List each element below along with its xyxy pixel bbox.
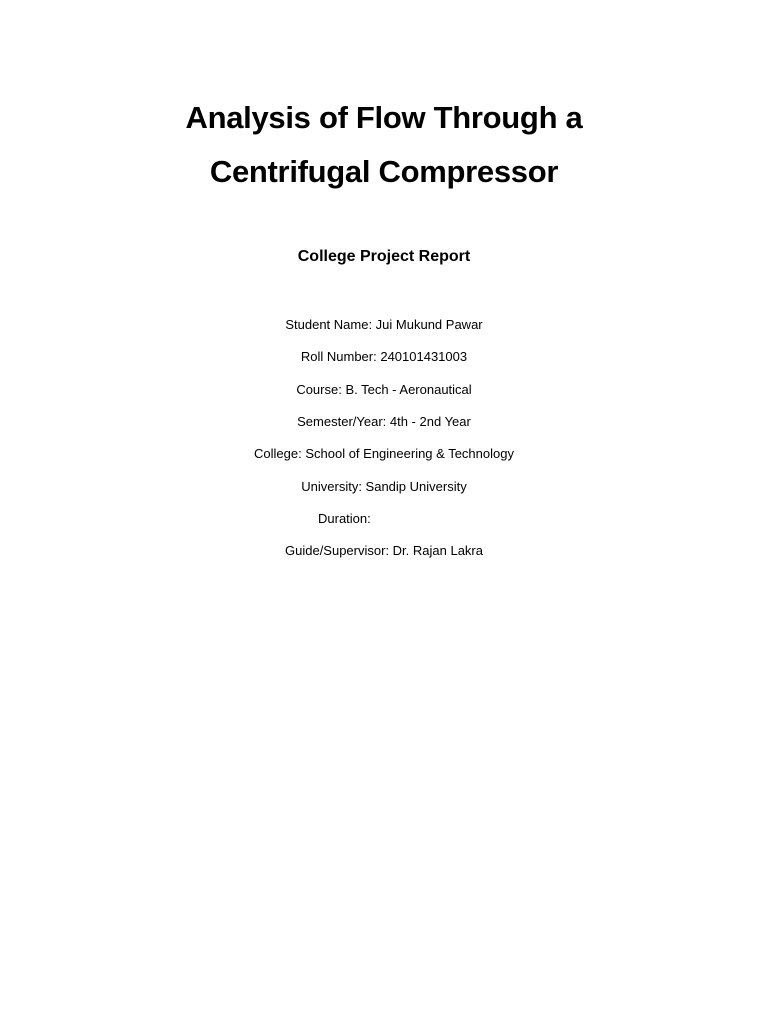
duration: Duration:	[318, 511, 371, 526]
guide-supervisor: Guide/Supervisor: Dr. Rajan Lakra	[285, 543, 483, 558]
report-title-line-2: Centrifugal Compressor	[209, 154, 559, 189]
student-name: Student Name: Jui Mukund Pawar	[285, 317, 483, 332]
university: University: Sandip University	[301, 479, 467, 494]
semester-year: Semester/Year: 4th - 2nd Year	[297, 414, 471, 429]
college: College: School of Engineering & Technology	[254, 446, 514, 461]
report-subtitle: College Project Report	[297, 248, 471, 265]
roll-number: Roll Number: 240101431003	[300, 349, 468, 364]
report-title-line-1: Analysis of Flow Through a	[185, 100, 583, 135]
course: Course: B. Tech - Aeronautical	[296, 382, 472, 397]
